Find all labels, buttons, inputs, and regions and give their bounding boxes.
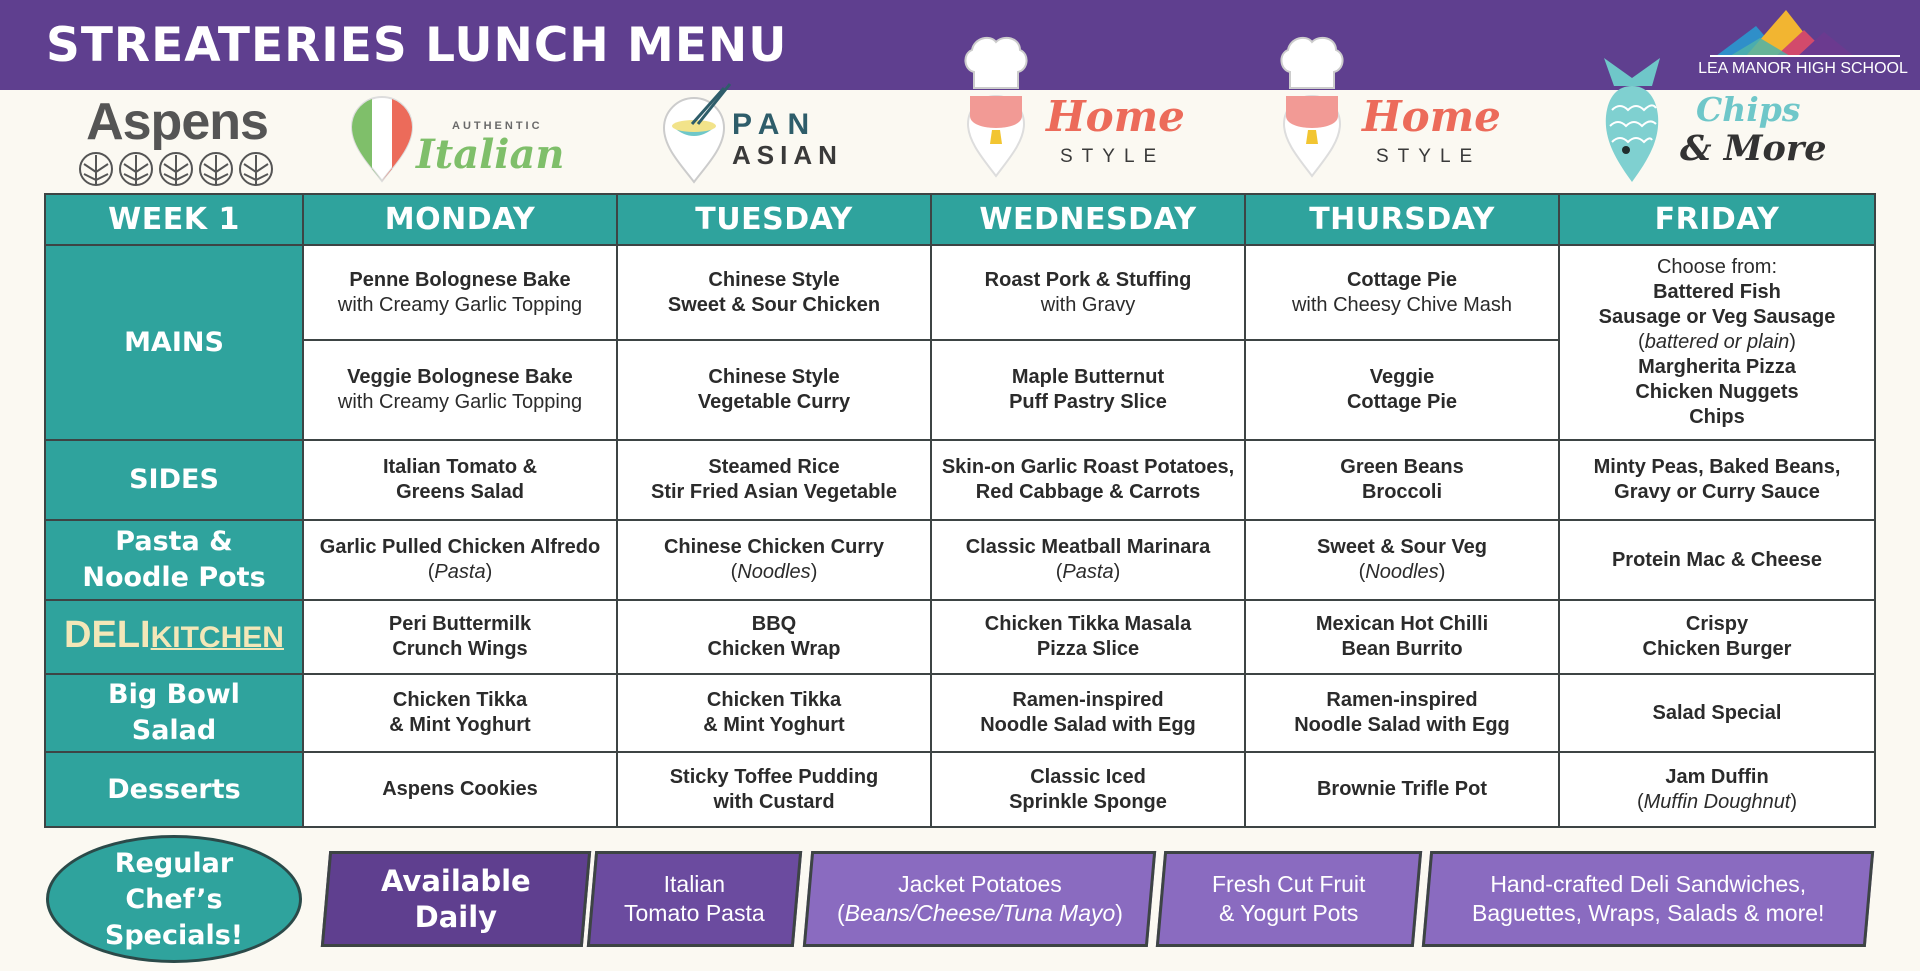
menu-cell: Skin-on Garlic Roast Potatoes, Red Cabbage & Carrots <box>931 440 1245 520</box>
menu-cell: Salad Special <box>1559 674 1875 752</box>
menu-cell: Sticky Toffee Pudding with Custard <box>617 752 931 827</box>
aspens-logo <box>72 92 282 188</box>
italian-authentic: AUTHENTIC <box>452 120 543 132</box>
menu-cell: Ramen-inspired Noodle Salad with Egg <box>1245 674 1559 752</box>
mains-row-a <box>45 245 1875 340</box>
menu-cell: Chicken Tikka Masala Pizza Slice <box>931 600 1245 674</box>
deli-row <box>45 600 1875 674</box>
menu-cell: BBQ Chicken Wrap <box>617 600 931 674</box>
daily-item: Fresh Cut Fruit & Yogurt Pots <box>1156 851 1422 947</box>
menu-cell: Steamed Rice Stir Fried Asian Vegetable <box>617 440 931 520</box>
category-mains: MAINS <box>45 245 303 440</box>
menu-cell: Chinese Style Vegetable Curry <box>617 340 931 440</box>
week-label: WEEK 1 <box>45 194 303 245</box>
homestyle-home: Home <box>1362 92 1501 141</box>
chefs-specials-badge: Regular Chef’s Specials! <box>46 835 302 963</box>
school-name: LEA MANOR HIGH SCHOOL <box>1698 60 1908 77</box>
homestyle-logo-wednesday <box>962 32 1202 182</box>
day-monday: MONDAY <box>303 194 617 245</box>
daily-item: Hand-crafted Deli Sandwiches, Baguettes, Wraps, Salads & more! <box>1422 851 1874 947</box>
italian-logo <box>350 95 570 185</box>
daily-item: Jacket Potatoes (Beans/Cheese/Tuna Mayo) <box>803 851 1156 947</box>
menu-cell: Maple Butternut Puff Pastry Slice <box>931 340 1245 440</box>
pan-asian-logo <box>662 80 872 185</box>
menu-cell: Classic Iced Sprinkle Sponge <box>931 752 1245 827</box>
category-desserts: Desserts <box>45 752 303 827</box>
pan-asian-pan: PAN <box>732 108 818 141</box>
menu-cell: Minty Peas, Baked Beans, Gravy or Curry Sauce <box>1559 440 1875 520</box>
leaves-icon <box>76 150 276 188</box>
day-wednesday: WEDNESDAY <box>931 194 1245 245</box>
aspens-wordmark: Aspens <box>86 93 268 151</box>
category-deli-kitchen <box>45 600 303 674</box>
deli-kitchen-logo: DELIKITCHEN <box>64 614 284 656</box>
menu-cell: Aspens Cookies <box>303 752 617 827</box>
chef-hat-pin-icon <box>1278 32 1348 182</box>
desserts-row <box>45 752 1875 827</box>
menu-cell: Crispy Chicken Burger <box>1559 600 1875 674</box>
category-sides: SIDES <box>45 440 303 520</box>
category-pasta-noodle-pots: Pasta & Noodle Pots <box>45 520 303 600</box>
more-wordmark: & More <box>1680 128 1827 169</box>
homestyle-style: STYLE <box>1060 146 1166 167</box>
sides-row <box>45 440 1875 520</box>
friday-mains-cell: Choose from: Battered Fish Sausage or Veg Sausage (battered or plain) Margherita Pizza Chicken Nuggets Chips <box>1559 245 1875 440</box>
menu-cell: Cottage Pie with Cheesy Chive Mash <box>1245 245 1559 340</box>
noodle-bowl-pin-icon <box>662 80 732 184</box>
daily-item: Italian Tomato Pasta <box>587 851 802 947</box>
menu-cell: Jam Duffin (Muffin Doughnut) <box>1559 752 1875 827</box>
homestyle-logo-thursday <box>1278 32 1518 182</box>
menu-cell: Mexican Hot Chilli Bean Burrito <box>1245 600 1559 674</box>
day-thursday: THURSDAY <box>1245 194 1559 245</box>
homestyle-home: Home <box>1046 92 1185 141</box>
menu-cell: Classic Meatball Marinara (Pasta) <box>931 520 1245 600</box>
menu-cell: Ramen-inspired Noodle Salad with Egg <box>931 674 1245 752</box>
menu-cell: Chinese Style Sweet & Sour Chicken <box>617 245 931 340</box>
menu-cell: Sweet & Sour Veg (Noodles) <box>1245 520 1559 600</box>
salad-row <box>45 674 1875 752</box>
italian-wordmark: Italian <box>416 131 565 178</box>
pasta-row <box>45 520 1875 600</box>
page-title: STREATERIES LUNCH MENU <box>46 18 788 73</box>
menu-cell: Peri Buttermilk Crunch Wings <box>303 600 617 674</box>
homestyle-style: STYLE <box>1376 146 1482 167</box>
chips-more-logo <box>1598 56 1827 186</box>
menu-cell: Chicken Tikka & Mint Yoghurt <box>617 674 931 752</box>
menu-cell: Garlic Pulled Chicken Alfredo (Pasta) <box>303 520 617 600</box>
menu-cell: Roast Pork & Stuffing with Gravy <box>931 245 1245 340</box>
mountains-icon <box>1690 8 1916 58</box>
fish-icon <box>1598 56 1668 184</box>
available-daily-label: Available Daily <box>321 851 591 947</box>
menu-cell: Chinese Chicken Curry (Noodles) <box>617 520 931 600</box>
category-big-bowl-salad: Big Bowl Salad <box>45 674 303 752</box>
pan-asian-asian: ASIAN <box>732 140 843 170</box>
menu-cell: Brownie Trifle Pot <box>1245 752 1559 827</box>
menu-cell: Green Beans Broccoli <box>1245 440 1559 520</box>
chef-hat-pin-icon <box>962 32 1032 182</box>
day-tuesday: TUESDAY <box>617 194 931 245</box>
header-row <box>45 194 1875 245</box>
chips-wordmark: Chips <box>1696 90 1801 129</box>
menu-cell: Veggie Bolognese Bake with Creamy Garlic Topping <box>303 340 617 440</box>
menu-cell: Italian Tomato & Greens Salad <box>303 440 617 520</box>
menu-cell: Protein Mac & Cheese <box>1559 520 1875 600</box>
menu-cell: Veggie Cottage Pie <box>1245 340 1559 440</box>
menu-cell: Penne Bolognese Bake with Creamy Garlic Topping <box>303 245 617 340</box>
italian-flag-pin-icon <box>350 95 414 183</box>
menu-cell: Chicken Tikka & Mint Yoghurt <box>303 674 617 752</box>
day-friday: FRIDAY <box>1559 194 1875 245</box>
menu-table <box>44 193 1876 828</box>
